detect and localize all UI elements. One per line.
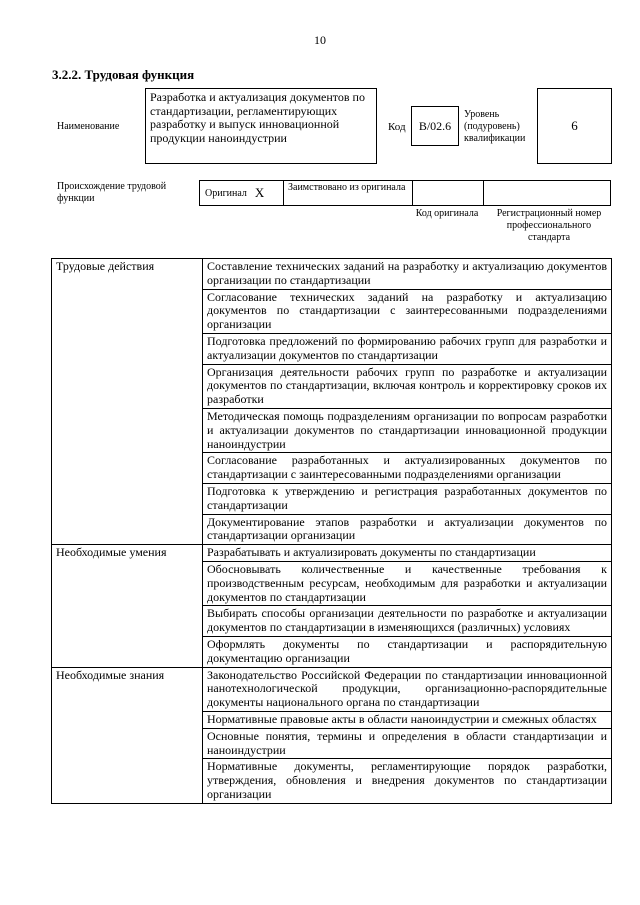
table-row (52, 545, 612, 562)
group-item: Согласование технических заданий на разработку и актуализацию документов по стандартизации с заинтересованными подразделениями организации (203, 289, 612, 333)
table-row (52, 259, 612, 290)
group-title: Необходимые умения (52, 545, 203, 667)
name-label: Наименование (57, 121, 120, 132)
origin-table (199, 180, 611, 206)
group-item: Согласование разработанных и актуализированных документов по стандартизации с заинтересованными подразделениями организации (203, 453, 612, 484)
group-item: Нормативные документы, регламентирующие порядок разработки, утверждения, обновления и внедрения документов по стандартизации организации (203, 759, 612, 803)
group-item: Законодательство Российской Федерации по стандартизации инновационной нанотехнологической продукции, организационно-распорядительные документы национального органа по стандартизации (203, 667, 612, 711)
group-item: Выбирать способы организации деятельности по разработке и актуализации документов по стандартизации в изменяющихся (различных) условиях (203, 606, 612, 637)
origin-label: Происхождение трудовой функции (57, 181, 167, 204)
group-item: Подготовка к утверждению и регистрация разработанных документов по стандартизации (203, 483, 612, 514)
group-item: Документирование этапов разработки и актуализации документов по стандартизации организации (203, 514, 612, 545)
group-item: Составление технических заданий на разработку и актуализацию документов организации по стандартизации (203, 259, 612, 290)
group-title: Необходимые знания (52, 667, 203, 803)
original-label: Оригинал (205, 187, 247, 199)
borrowed-cell: Заимствовано из оригинала (284, 181, 413, 205)
original-cell (200, 181, 284, 205)
code-label: Код (388, 121, 406, 133)
group-item: Оформлять документы по стандартизации и распорядительную документацию организации (203, 636, 612, 667)
code-original-caption: Код оригинала (415, 208, 479, 219)
page-number: 10 (314, 33, 326, 47)
group-item: Организация деятельности рабочих групп по разработке и актуализации документов по стандартизации, включая контроль и корректировку сроков их разработки (203, 364, 612, 408)
labor-function-table (51, 258, 612, 804)
group-title: Трудовые действия (52, 259, 203, 545)
original-mark: X (254, 185, 265, 200)
registration-number-caption: Регистрационный номер профессионального стандарта (496, 208, 602, 243)
group-item: Обосновывать количественные и качественные требования к производственным ресурсам, необходимым для разработки и актуализации документов по стандартизации (203, 561, 612, 605)
group-item: Подготовка предложений по формированию рабочих групп для разработки и актуализации документов по стандартизации (203, 333, 612, 364)
qualification-level-box: 6 (537, 88, 612, 164)
group-item: Разрабатывать и актуализировать документы по стандартизации (203, 545, 612, 562)
group-item: Нормативные правовые акты в области наноиндустрии и смежных областях (203, 711, 612, 728)
level-label: Уровень (подуровень) квалификации (464, 109, 526, 144)
function-name-box: Разработка и актуализация документов по стандартизации, регламентирующих разработку и выпуск инновационной продукции наноиндустрии (145, 88, 377, 164)
table-row (52, 667, 612, 711)
group-item: Методическая помощь подразделениям организации по вопросам разработки и актуализации документов по стандартизации инновационной продукции наноиндустрии (203, 408, 612, 452)
function-code-box: B/02.6 (411, 106, 459, 146)
group-item: Основные понятия, термины и определения в области стандартизации и наноиндустрии (203, 728, 612, 759)
registration-number-cell (484, 181, 610, 205)
section-title: 3.2.2. Трудовая функция (52, 67, 195, 82)
original-code-cell (413, 181, 484, 205)
